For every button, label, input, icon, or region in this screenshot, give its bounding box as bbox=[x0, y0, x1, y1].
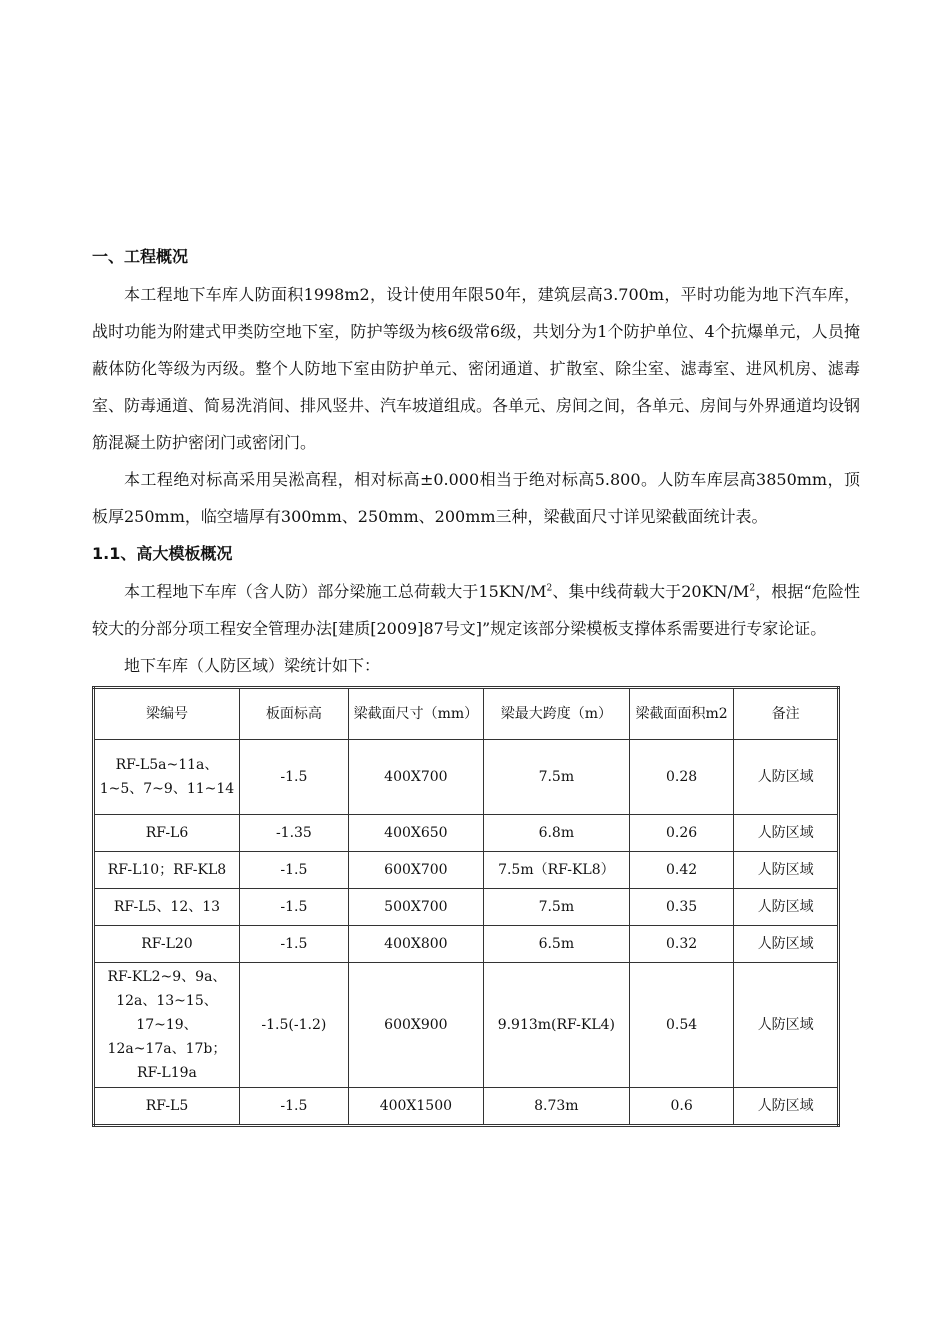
table-intro: 地下车库（人防区域）梁统计如下： bbox=[124, 656, 381, 675]
table-row bbox=[94, 926, 839, 963]
table-cell: 0.42 bbox=[629, 852, 734, 889]
header-cell: 梁编号 bbox=[94, 688, 240, 740]
formwork-text-a: 本工程地下车库（含人防）部分梁施工总荷载大于15KN/M bbox=[124, 582, 547, 601]
table-cell: 7.5m bbox=[483, 740, 629, 815]
table-cell: 人防区域 bbox=[734, 963, 839, 1088]
formwork-text-b: 、集中线荷载大于20KN/M bbox=[552, 582, 750, 601]
table-cell: 人防区域 bbox=[734, 926, 839, 963]
table-cell: 400X650 bbox=[348, 815, 483, 852]
table-cell: -1.5 bbox=[239, 852, 348, 889]
table-cell: -1.35 bbox=[239, 815, 348, 852]
beam-table-body bbox=[94, 688, 839, 1126]
table-cell: -1.5 bbox=[239, 926, 348, 963]
formwork-paragraph bbox=[92, 573, 860, 647]
superscript-1: 2 bbox=[546, 583, 553, 594]
table-cell: -1.5 bbox=[239, 889, 348, 926]
table-cell: 7.5m（RF-KL8） bbox=[483, 852, 629, 889]
table-row bbox=[94, 852, 839, 889]
table-cell: 人防区域 bbox=[734, 1088, 839, 1126]
table-cell: 500X700 bbox=[348, 889, 483, 926]
table-cell: 600X900 bbox=[348, 963, 483, 1088]
section-heading-formwork: 1.1、高大模板概况 bbox=[92, 544, 233, 563]
superscript-2: 2 bbox=[749, 583, 756, 594]
table-cell: 人防区域 bbox=[734, 740, 839, 815]
document-page bbox=[92, 238, 860, 1127]
table-header-row bbox=[94, 688, 839, 740]
table-cell: RF-KL2~9、9a、12a、13~15、17~19、12a~17a、17b；RF-L19a bbox=[94, 963, 240, 1088]
overview-paragraph-1: 本工程地下车库人防面积1998m2，设计使用年限50年，建筑层高3.700m，平时功能为地下汽车库，战时功能为附建式甲类防空地下室，防护等级为核6级常6级，共划分为1个防护单位、4个抗爆单元，人员掩蔽体防化等级为丙级。整个人防地下室由防护单元、密闭通道、扩散室、除尘室、滤毒室、进风机房、滤毒室、防毒通道、简易洗消间、排风竖井、汽车坡道组成。各单元、房间之间，各单元、房间与外界通道均设钢筋混凝土防护密闭门或密闭门。 bbox=[92, 285, 861, 452]
table-cell: -1.5 bbox=[239, 740, 348, 815]
table-row bbox=[94, 740, 839, 815]
table-cell: 400X800 bbox=[348, 926, 483, 963]
table-cell: RF-L20 bbox=[94, 926, 240, 963]
table-cell: 7.5m bbox=[483, 889, 629, 926]
table-cell: 人防区域 bbox=[734, 852, 839, 889]
table-row bbox=[94, 1088, 839, 1126]
table-row bbox=[94, 889, 839, 926]
table-cell: 0.28 bbox=[629, 740, 734, 815]
table-cell: 8.73m bbox=[483, 1088, 629, 1126]
beam-statistics-table bbox=[92, 686, 840, 1127]
table-cell: -1.5 bbox=[239, 1088, 348, 1126]
table-cell: RF-L5 bbox=[94, 1088, 240, 1126]
table-cell: RF-L5、12、13 bbox=[94, 889, 240, 926]
table-cell: 人防区域 bbox=[734, 815, 839, 852]
table-cell: 6.8m bbox=[483, 815, 629, 852]
header-cell: 梁截面尺寸（mm） bbox=[348, 688, 483, 740]
table-cell: RF-L5a~11a、1~5、7~9、11~14 bbox=[94, 740, 240, 815]
table-cell: RF-L6 bbox=[94, 815, 240, 852]
table-row bbox=[94, 815, 839, 852]
table-cell: 0.54 bbox=[629, 963, 734, 1088]
header-cell: 梁最大跨度（m） bbox=[483, 688, 629, 740]
table-cell: -1.5(-1.2) bbox=[239, 963, 348, 1088]
table-cell: 0.32 bbox=[629, 926, 734, 963]
table-cell: 0.35 bbox=[629, 889, 734, 926]
table-cell: 9.913m(RF-KL4) bbox=[483, 963, 629, 1088]
table-cell: 0.26 bbox=[629, 815, 734, 852]
table-cell: 400X700 bbox=[348, 740, 483, 815]
table-cell: 6.5m bbox=[483, 926, 629, 963]
table-cell: RF-L10；RF-KL8 bbox=[94, 852, 240, 889]
table-row bbox=[94, 963, 839, 1088]
header-cell: 梁截面面积m2 bbox=[629, 688, 734, 740]
table-cell: 600X700 bbox=[348, 852, 483, 889]
section-heading-overview: 一、工程概况 bbox=[92, 247, 189, 266]
formwork-text-c: ，根据“危险性较大的分部分项工程安全管理办法[建质[2009]87号文]”规定该部分梁模板支撑体系需要进行专家论证。 bbox=[92, 582, 860, 638]
table-cell: 0.6 bbox=[629, 1088, 734, 1126]
header-cell: 板面标高 bbox=[239, 688, 348, 740]
header-cell: 备注 bbox=[734, 688, 839, 740]
table-cell: 人防区域 bbox=[734, 889, 839, 926]
table-cell: 400X1500 bbox=[348, 1088, 483, 1126]
overview-paragraph-2: 本工程绝对标高采用吴淞高程，相对标高±0.000相当于绝对标高5.800。人防车库层高3850mm，顶板厚250mm，临空墙厚有300mm、250mm、200mm三种，梁截面尺寸详见梁截面统计表。 bbox=[92, 470, 860, 526]
